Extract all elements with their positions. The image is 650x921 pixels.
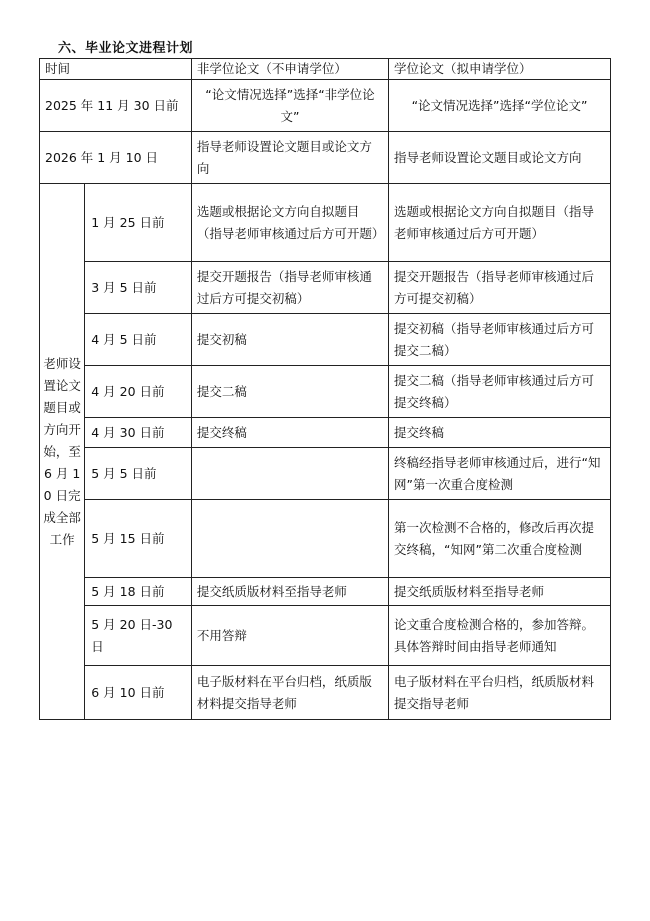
row-non-degree: 提交初稿 [191,314,388,366]
table-row [40,80,611,132]
table-row [40,366,611,418]
table-row [40,418,611,448]
row-non-degree: 电子版材料在平台归档，纸质版材料提交指导老师 [191,666,388,720]
row-non-degree: 不用答辩 [191,606,388,666]
side-label: 老师设置论文题目或方向开始，至 6 月 10 日完成全部工作 [40,184,85,720]
row-degree: 提交二稿（指导老师审核通过后方可提交终稿） [389,366,611,418]
schedule-table [39,58,611,720]
table-row [40,666,611,720]
row-degree: 指导老师设置论文题目或论文方向 [389,132,611,184]
row-non-degree: 提交二稿 [191,366,388,418]
row-degree: 提交开题报告（指导老师审核通过后方可提交初稿） [389,262,611,314]
row-non-degree: 选题或根据论文方向自拟题目（指导老师审核通过后方可开题） [191,184,388,262]
table-row [40,184,611,262]
row-degree: 提交初稿（指导老师审核通过后方可提交二稿） [389,314,611,366]
row-degree: 提交纸质版材料至指导老师 [389,578,611,606]
row-degree: 论文重合度检测合格的，参加答辩。具体答辩时间由指导老师通知 [389,606,611,666]
row-non-degree [191,448,388,500]
row-non-degree: “论文情况选择”选择“非学位论文” [191,80,388,132]
row-time: 2025 年 11 月 30 日前 [40,80,192,132]
header-time: 时间 [40,59,192,80]
table-row [40,500,611,578]
row-date: 4 月 5 日前 [85,314,192,366]
row-date: 4 月 30 日前 [85,418,192,448]
row-non-degree: 提交开题报告（指导老师审核通过后方可提交初稿） [191,262,388,314]
table-row [40,132,611,184]
table-header-row [40,59,611,80]
header-non-degree: 非学位论文（不申请学位） [191,59,388,80]
table-row [40,262,611,314]
row-non-degree: 提交纸质版材料至指导老师 [191,578,388,606]
row-date: 5 月 20 日-30 日 [85,606,192,666]
row-degree: 选题或根据论文方向自拟题目（指导老师审核通过后方可开题） [389,184,611,262]
table-row [40,314,611,366]
row-date: 6 月 10 日前 [85,666,192,720]
row-date: 5 月 5 日前 [85,448,192,500]
row-non-degree: 提交终稿 [191,418,388,448]
table-row [40,448,611,500]
table-row [40,606,611,666]
row-degree: 终稿经指导老师审核通过后，进行“知网”第一次重合度检测 [389,448,611,500]
row-non-degree [191,500,388,578]
row-non-degree: 指导老师设置论文题目或论文方向 [191,132,388,184]
row-date: 5 月 18 日前 [85,578,192,606]
row-time: 2026 年 1 月 10 日 [40,132,192,184]
row-date: 1 月 25 日前 [85,184,192,262]
table-row [40,578,611,606]
row-degree: “论文情况选择”选择“学位论文” [389,80,611,132]
row-degree: 提交终稿 [389,418,611,448]
row-date: 3 月 5 日前 [85,262,192,314]
row-degree: 电子版材料在平台归档，纸质版材料提交指导老师 [389,666,611,720]
row-date: 5 月 15 日前 [85,500,192,578]
header-degree: 学位论文（拟申请学位） [389,59,611,80]
row-date: 4 月 20 日前 [85,366,192,418]
row-degree: 第一次检测不合格的，修改后再次提交终稿，“知网”第二次重合度检测 [389,500,611,578]
section-title: 六、毕业论文进程计划 [58,41,194,56]
